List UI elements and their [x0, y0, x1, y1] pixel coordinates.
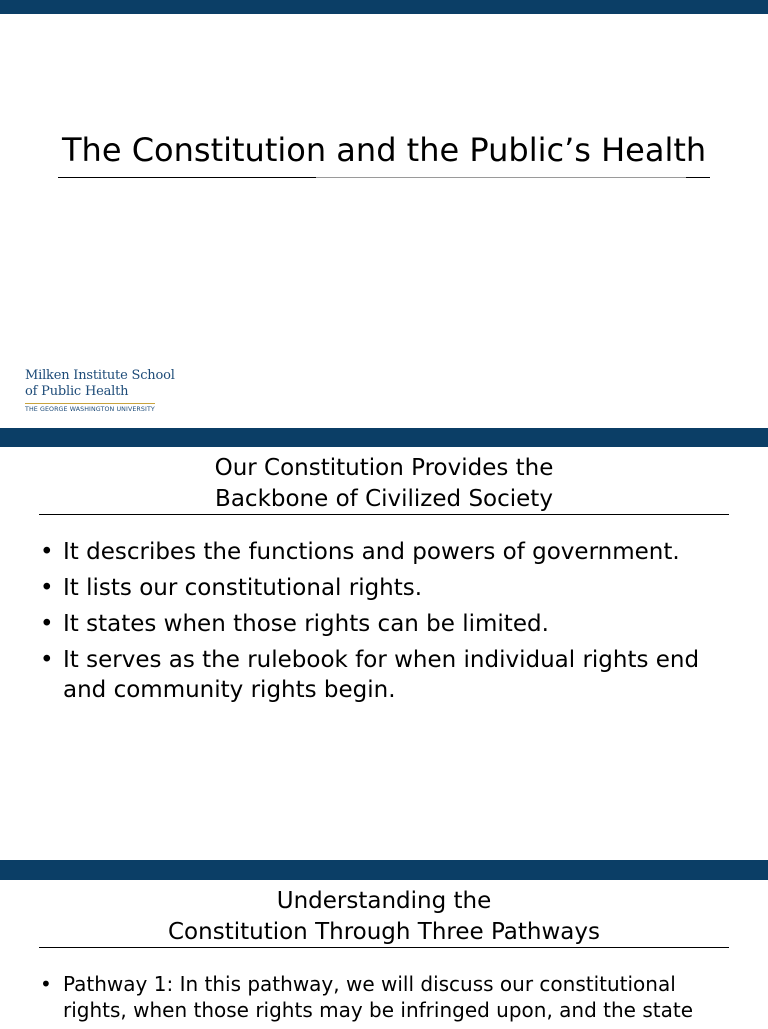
list-item: • It describes the functions and powers of government. — [40, 539, 680, 565]
bullet-dot: • — [40, 611, 54, 637]
title-underline-end — [686, 177, 710, 178]
slide-divider-band — [0, 428, 768, 447]
slide2-bullet-list — [40, 537, 730, 711]
bullet-dot: • — [40, 647, 54, 673]
slide2-heading — [0, 453, 768, 515]
slide3-heading — [0, 886, 768, 948]
bullet-dot: • — [40, 539, 54, 565]
slide-divider-band — [0, 860, 768, 880]
bullet-dot: • — [40, 575, 54, 601]
logo-line-2: of Public Health — [25, 384, 129, 399]
slide3-heading-underline — [39, 947, 729, 948]
slide2-heading-underline — [39, 514, 729, 515]
title-underline — [58, 177, 316, 178]
list-item: • Pathway 1: In this pathway, we will discuss our constitutional rights, when those rights may be infringed upon, and the state — [40, 972, 693, 1022]
school-logo — [25, 368, 175, 414]
logo-university: THE GEORGE WASHINGTON UNIVERSITY — [25, 406, 155, 413]
list-item: • It lists our constitutional rights. — [40, 575, 423, 601]
bullet-dot: • — [40, 972, 52, 996]
list-item: • It states when those rights can be limited. — [40, 611, 549, 637]
logo-line-1: Milken Institute School — [25, 368, 175, 383]
slide2-heading-line-2: Backbone of Civilized Society — [215, 486, 553, 512]
slide3-heading-line-1: Understanding the — [276, 888, 492, 914]
list-item: • It serves as the rulebook for when individual rights end and community rights begin. — [40, 647, 700, 703]
top-band — [0, 0, 768, 14]
logo-divider — [25, 403, 155, 404]
slide3-heading-line-2: Constitution Through Three Pathways — [168, 919, 600, 945]
slide3-bullet-list — [40, 971, 700, 1029]
slide2-heading-line-1: Our Constitution Provides the — [214, 455, 554, 481]
title-underline-faint — [316, 177, 686, 178]
slide-title: The Constitution and the Public’s Health — [62, 131, 707, 169]
